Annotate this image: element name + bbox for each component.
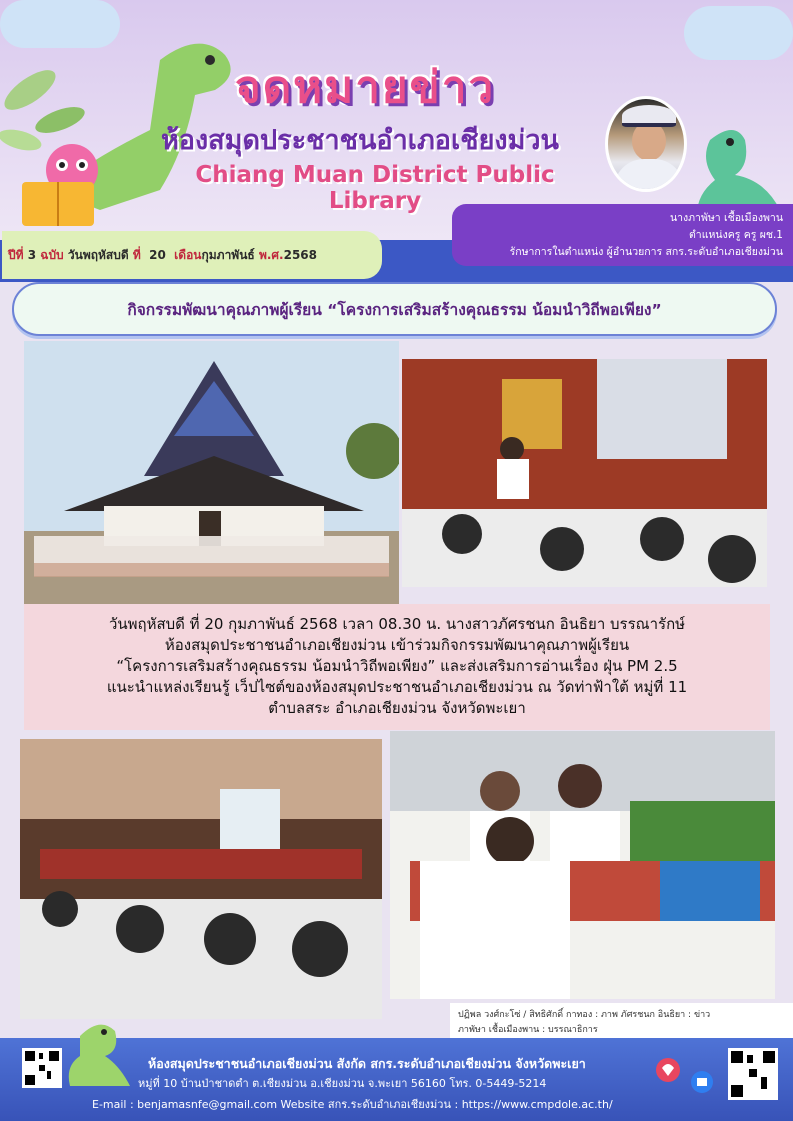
footer-address: หมู่ที่ 10 บ้านป่าชาดตำ ต.เชียงม่วน อ.เชียงม่วน จ.พะเยา 56160 โทร. 0-5449-5214 [138,1077,547,1090]
issue-date-label: ที่ [132,247,141,262]
activity-title: กิจกรรมพัฒนาคุณภาพผู้เรียน “โครงการเสริมสร้างคุณธรรม น้อมนำวิถีพอเพียง” [12,282,777,336]
issue-month-label: เดือน [174,247,202,262]
issue-era-label: พ.ศ. [258,247,284,262]
credits-photo-news: ปฏิพล วงศ์กะโซ่ / สิทธิศักดิ์ กาทอง : ภาพ ภัศรชนก อินธิยา : ข่าว [458,1010,711,1020]
description-line: วันพฤหัสบดี ที่ 20 กุมภาพันธ์ 2568 เวลา 08.30 น. นางสาวภัศรชนก อินธิยา บรรณารักษ์ [108,615,686,633]
director-info [452,204,793,266]
issue-year-be: 2568 [283,248,317,262]
library-name-thai: ห้องสมุดประชาชนอำเภอเชียงม่วน [160,125,559,156]
social-icons [650,1048,720,1098]
dinosaur-footer-illustration [60,1016,140,1086]
qr-code-right[interactable] [728,1048,778,1100]
footer-library-affiliation: ห้องสมุดประชาชนอำเภอเชียงม่วน สังกัด สกร.ระดับอำเภอเชียงม่วน จังหวัดพะเยา [148,1056,586,1071]
credits-editor: ภาพัษา เชื้อเมืองพาน : บรรณาธิการ [458,1025,598,1035]
issue-info [2,231,382,279]
photo-temple-group [24,341,399,607]
issue-day: วันพฤหัสบดี [67,247,129,262]
director-position: ตำแหน่งครู ครู ผช.1 [688,229,783,241]
director-portrait [605,96,687,192]
issue-date: 20 [149,248,166,262]
description-line: ตำบลสระ อำเภอเชียงม่วน จังหวัดพะเยา [268,699,526,717]
news-description [24,604,770,730]
description-line: “โครงการเสริมสร้างคุณธรรม น้อมนำวิถีพอเพียง” และส่งเสริมการอ่านเรื่อง ฝุ่น PM 2.5 [116,657,678,675]
director-name: นางภาพัษา เชื้อเมืองพาน [669,212,783,224]
description-line: แนะนำแหล่งเรียนรู้ เว็ปไซต์ของห้องสมุดประชาชนอำเภอเชียงม่วน ณ วัดท่าฟ้าใต้ หมู่ที่ 11 [106,678,688,696]
library-name-english: Chiang Muan District Public Library [195,162,555,214]
qr-code-left[interactable] [22,1048,62,1088]
issue-month: กุมภาพันธ์ [201,247,255,262]
cloud-decoration [684,6,793,60]
photo-audience [20,739,382,1019]
footer [0,1038,793,1121]
issue-year-label: ปีที่ [8,247,24,262]
description-line: ห้องสมุดประชาชนอำเภอเชียงม่วน เข้าร่วมกิจกรรมพัฒนาคุณภาพผู้เรียน [164,636,630,654]
footer-contact: E-mail : benjamasnfe@gmail.com Website สกร.ระดับอำเภอเชียงม่วน : https://www.cmpdole.ac.th/ [92,1098,613,1111]
issue-year: 3 [27,248,37,262]
photo-reading-table [390,731,775,999]
issue-no-label: ฉบับ [40,247,64,262]
newsletter-title: จดหมายข่าว [234,62,496,113]
director-acting-role: รักษาการในตำแหน่ง ผู้อำนวยการ สกร.ระดับอำเภอเชียงม่วน [509,246,783,258]
photo-presentation [402,359,767,587]
